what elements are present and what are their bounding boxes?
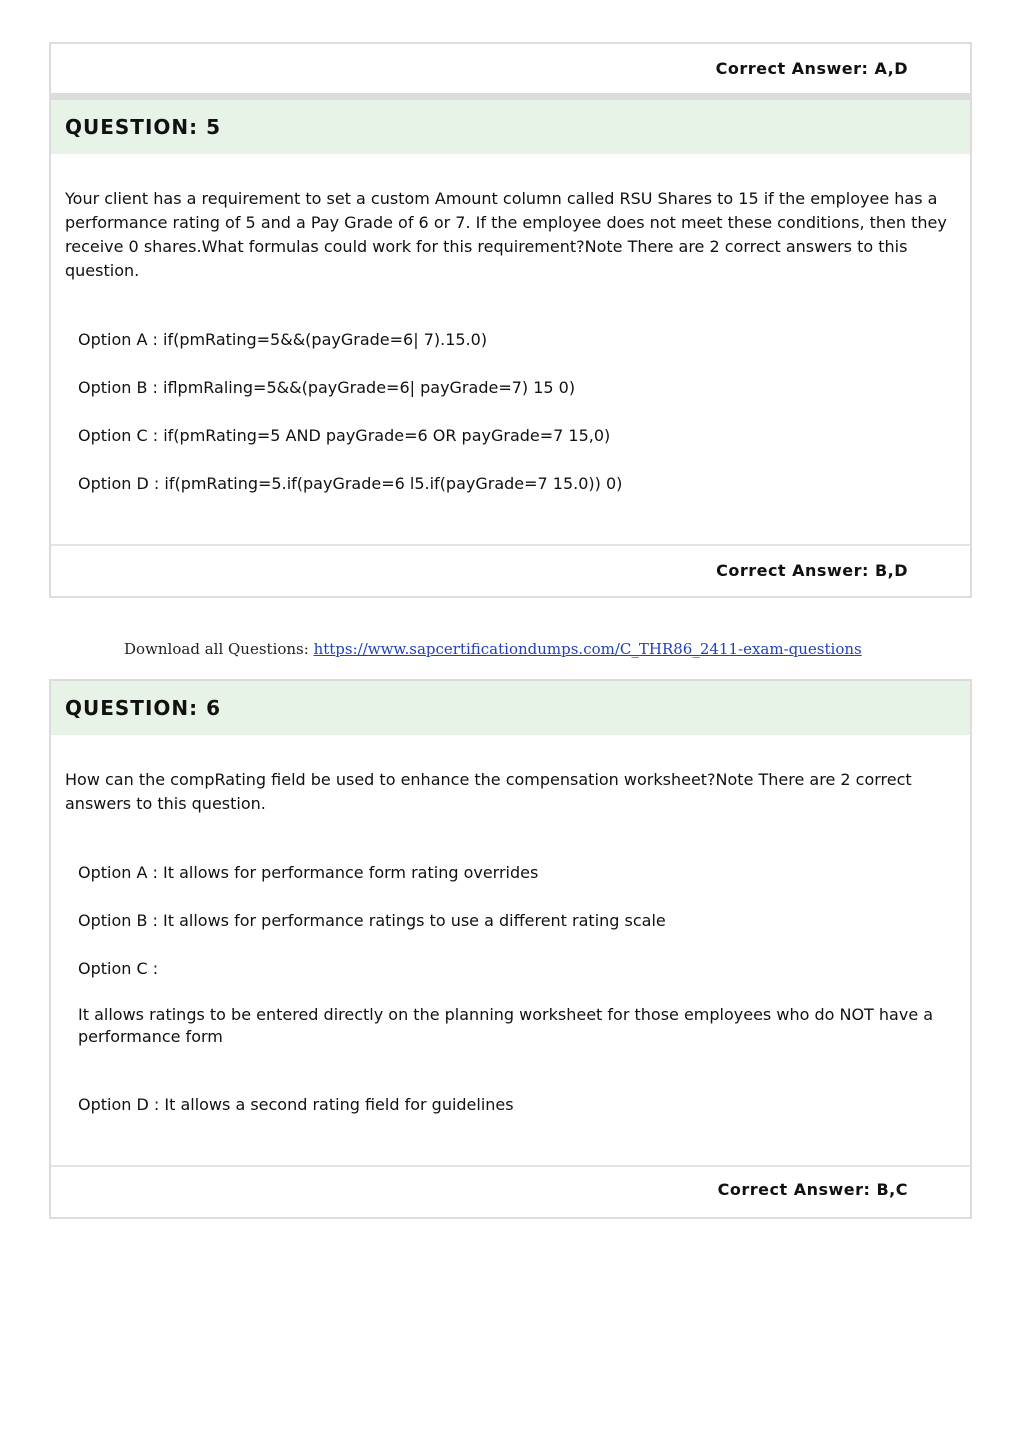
question-6-footer [51,1165,970,1217]
correct-answer-label: Correct Answer: A,D [715,59,908,78]
download-line [124,640,862,658]
question-5-heading: QUESTION: 5 [51,100,970,154]
download-link[interactable]: https://www.sapcertificationdumps.com/C_THR86_2411-exam-questions [313,640,862,658]
question-6-option-b: Option B : It allows for performance ratings to use a different rating scale [78,911,666,930]
question-5-option-b: Option B : iflpmRaling=5&&(payGrade=6| payGrade=7) 15 0) [78,378,576,397]
question-6-option-c-label: Option C : [78,959,159,978]
question-5-option-d: Option D : if(pmRating=5.if(payGrade=6 l5.if(payGrade=7 15.0)) 0) [78,474,623,493]
question-5-option-a: Option A : if(pmRating=5&&(payGrade=6| 7).15.0) [78,330,488,349]
question-6-heading: QUESTION: 6 [51,681,970,735]
download-label: Download all Questions: [124,640,314,658]
question-5-text: Your client has a requirement to set a custom Amount column called RSU Shares to 15 if the employee has a performance rating of 5 and a Pay Grade of 6 or 7. If the employee does not meet these conditions, then they receive 0 shares.What formulas could work for this requirement?Note There are 2 correct answers to this question. [65,189,947,280]
previous-answer-card [49,42,972,98]
question-5-option-c: Option C : if(pmRating=5 AND payGrade=6 OR payGrade=7 15,0) [78,426,611,445]
correct-answer-label: Correct Answer: B,D [716,561,908,580]
question-6-option-c-text: It allows ratings to be entered directly on the planning worksheet for those employees who do NOT have a performance form [78,1005,934,1046]
question-6-option-d: Option D : It allows a second rating field for guidelines [78,1095,514,1114]
question-6-text: How can the compRating field be used to enhance the compensation worksheet?Note There are 2 correct answers to this question. [65,770,912,813]
correct-answer-label: Correct Answer: B,C [717,1180,908,1199]
question-6-option-a: Option A : It allows for performance form rating overrides [78,863,539,882]
question-5-card [49,98,972,598]
question-5-footer [51,544,970,596]
question-6-card [49,679,972,1219]
